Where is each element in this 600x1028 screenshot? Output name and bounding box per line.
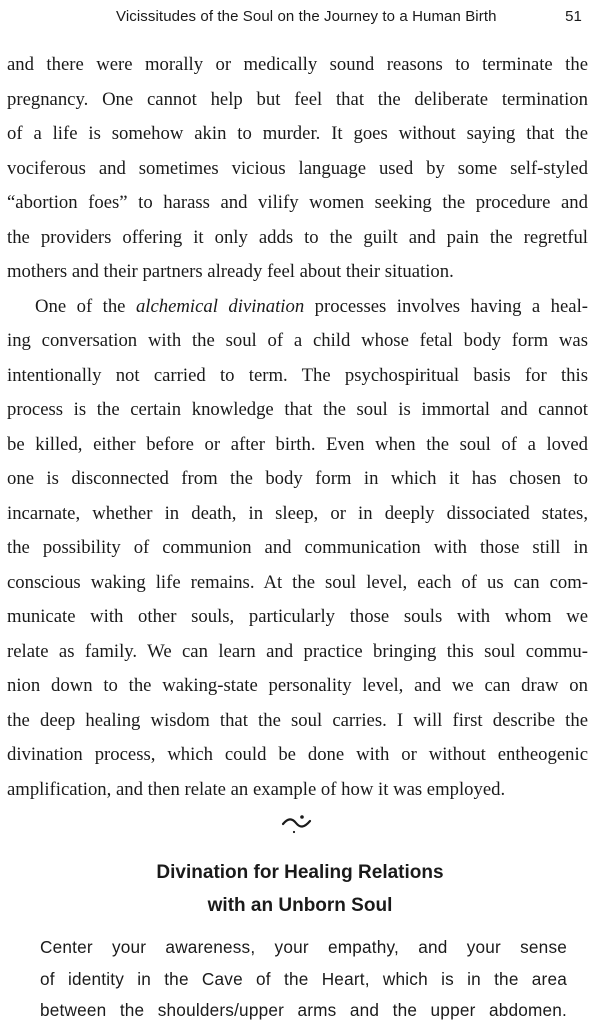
swash-ornament-icon bbox=[280, 810, 314, 836]
text-line: “abortion foes” to harass and vilify women seeking the procedure and bbox=[7, 192, 588, 213]
paragraph-2 bbox=[7, 290, 588, 808]
text-run: processes involves having a heal- bbox=[304, 295, 588, 317]
text-line: and there were morally or medically sound reasons to terminate the bbox=[7, 54, 588, 75]
page-number: 51 bbox=[565, 8, 582, 25]
text-line: of identity in the Cave of the Heart, which is in the area bbox=[40, 968, 567, 989]
section-heading-line-2: with an Unborn Soul bbox=[207, 895, 393, 916]
running-head-title: Vicissitudes of the Soul on the Journey to a Human Birth bbox=[116, 8, 497, 25]
text-run: One of the bbox=[35, 295, 136, 317]
text-line: ing conversation with the soul of a child whose fetal body form was bbox=[7, 330, 588, 351]
section-heading bbox=[0, 856, 600, 922]
text-line: Center your awareness, your empathy, and your sense bbox=[40, 937, 567, 957]
exercise-text bbox=[40, 932, 567, 1027]
text-line: pregnancy. One cannot help but feel that the deliberate termination bbox=[7, 88, 588, 110]
text-line: amplification, and then relate an example of how it was employed. bbox=[7, 778, 506, 800]
text-line: vociferous and sometimes vicious language used by some self-styled bbox=[7, 157, 588, 179]
section-heading-line-1: Divination for Healing Relations bbox=[156, 862, 444, 883]
text-line: between the shoulders/upper arms and the upper abdomen. bbox=[40, 1000, 567, 1020]
text-line: the providers offering it only adds to the guilt and pain the regretful bbox=[7, 226, 588, 248]
text-line-first bbox=[7, 290, 588, 325]
text-line: process is the certain knowledge that the soul is immortal and cannot bbox=[7, 399, 588, 420]
text-line: relate as family. We can learn and practice bringing this soul commu- bbox=[7, 640, 588, 662]
text-line: incarnate, whether in death, in sleep, or in deeply dissociated states, bbox=[7, 502, 588, 524]
section-ornament bbox=[0, 810, 600, 838]
body-text bbox=[7, 48, 588, 807]
text-line: the deep healing wisdom that the soul carries. I will first describe the bbox=[7, 709, 588, 731]
running-head bbox=[0, 6, 600, 30]
text-line: conscious waking life remains. At the soul level, each of us can com- bbox=[7, 571, 588, 593]
text-line: be killed, either before or after birth. Even when the soul of a loved bbox=[7, 433, 588, 455]
text-line: the possibility of communion and communication with those still in bbox=[7, 537, 588, 558]
text-line: divination process, which could be done with or without entheogenic bbox=[7, 744, 588, 765]
text-line: of a life is somehow akin to murder. It goes without saying that the bbox=[7, 123, 588, 144]
text-line: intentionally not carried to term. The psychospiritual basis for this bbox=[7, 364, 588, 386]
text-line: municate with other souls, particularly those souls with whom we bbox=[7, 606, 588, 627]
text-line: mothers and their partners already feel about their situation. bbox=[7, 261, 454, 282]
text-line: nion down to the waking-state personality level, and we can draw on bbox=[7, 675, 588, 696]
paragraph-1 bbox=[7, 48, 588, 290]
text-line: one is disconnected from the body form in which it has chosen to bbox=[7, 468, 588, 489]
italic-term: alchemical divination bbox=[135, 295, 305, 317]
